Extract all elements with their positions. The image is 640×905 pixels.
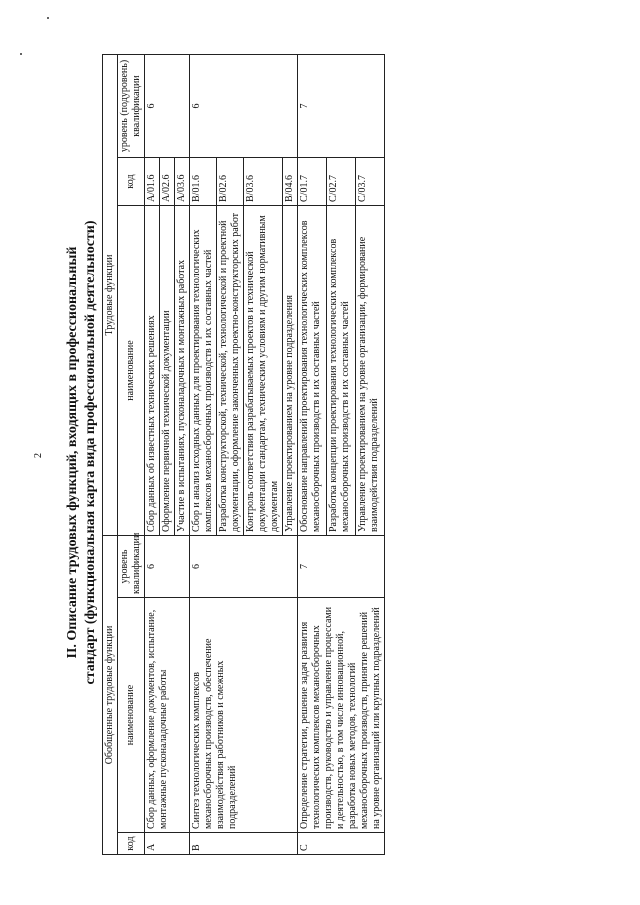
- header-level: уровень квалификации: [118, 536, 145, 598]
- group-name: Сбор данных, оформление документов, испытание, монтажные пусконаладочные работы: [145, 598, 190, 833]
- header-code: код: [118, 833, 145, 855]
- function-code: B/01.6: [190, 158, 217, 206]
- function-name: Обоснование направлений проектирования технологических комплексов механосборочных производств и их составных частей: [298, 206, 327, 536]
- function-name: Разработка концепции проектирования технологических комплексов механосборочных производств и их составных частей: [327, 206, 356, 536]
- group-code: C: [298, 833, 385, 855]
- function-level: 6: [190, 55, 298, 158]
- function-name: Участие в испытаниях, пусконаладочных и монтажных работах: [175, 206, 190, 536]
- group-level: 6: [145, 536, 190, 598]
- group-name: Синтез технологических комплексов механосборочных производств, обеспечение взаимодействия работников и смежных подразделений: [190, 598, 298, 833]
- function-code: B/02.6: [217, 158, 244, 206]
- function-name: Сбор данных об известных технических решениях: [145, 206, 160, 536]
- section-title-line1: II. Описание трудовых функций, входящих в профессиональный: [65, 246, 80, 659]
- group-name: Определение стратегии, решение задач развития технологических комплексов механосборочных производств, руководство и управление процессами и деятельностью, в том числе инновационной, разработка новых методов, технологий механосборочных производств, принятие решений на уровне организаций или крупных подразделений: [298, 598, 385, 833]
- function-code: B/04.6: [283, 158, 298, 206]
- header-function-name: наименование: [118, 206, 145, 536]
- function-code: A/03.6: [175, 158, 190, 206]
- function-level: 6: [145, 55, 190, 158]
- group-level: 7: [298, 536, 385, 598]
- rotated-page: [20, 20, 620, 885]
- function-name: Контроль соответствия разрабатываемых проектов и технической документации стандартам, техническим условиям и другим нормативным документам: [244, 206, 283, 536]
- group-code: A: [145, 833, 190, 855]
- function-code: A/01.6: [145, 158, 160, 206]
- function-name: Управление проектированием на уровне подразделения: [283, 206, 298, 536]
- function-code: B/03.6: [244, 158, 283, 206]
- speck: [47, 17, 49, 19]
- header-name: наименование: [118, 598, 145, 833]
- functional-map-table: [102, 54, 385, 855]
- function-name: Оформление первичной технической документации: [160, 206, 175, 536]
- header-generalized: Обобщенные трудовые функции: [103, 536, 118, 855]
- group-code: B: [190, 833, 298, 855]
- group-level: 6: [190, 536, 298, 598]
- header-function-code: код: [118, 158, 145, 206]
- function-name: Разработка конструкторской, технической, технологической и проектной документации, оформление законченных проектно-конструкторских работ: [217, 206, 244, 536]
- function-code: C/01.7: [298, 158, 327, 206]
- function-name: Сбор и анализ исходных данных для проектирования технологических комплексов механосборочных производств и их составных частей: [190, 206, 217, 536]
- table-row: [298, 55, 327, 855]
- function-code: A/02.6: [160, 158, 175, 206]
- page-number: 2: [33, 453, 44, 458]
- header-functions: Трудовые функции: [103, 55, 118, 536]
- function-code: C/02.7: [327, 158, 356, 206]
- header-sublevel: уровень (подуровень) квалификации: [118, 55, 145, 158]
- section-title-line2: стандарт (функциональная карта вида профессиональной деятельности): [83, 220, 98, 685]
- table-row: [145, 55, 160, 855]
- function-level: 7: [298, 55, 385, 158]
- function-name: Управление проектированием на уровне организации, формирование взаимодействия подразделений: [356, 206, 385, 536]
- function-code: C/03.7: [356, 158, 385, 206]
- table-row: [190, 55, 217, 855]
